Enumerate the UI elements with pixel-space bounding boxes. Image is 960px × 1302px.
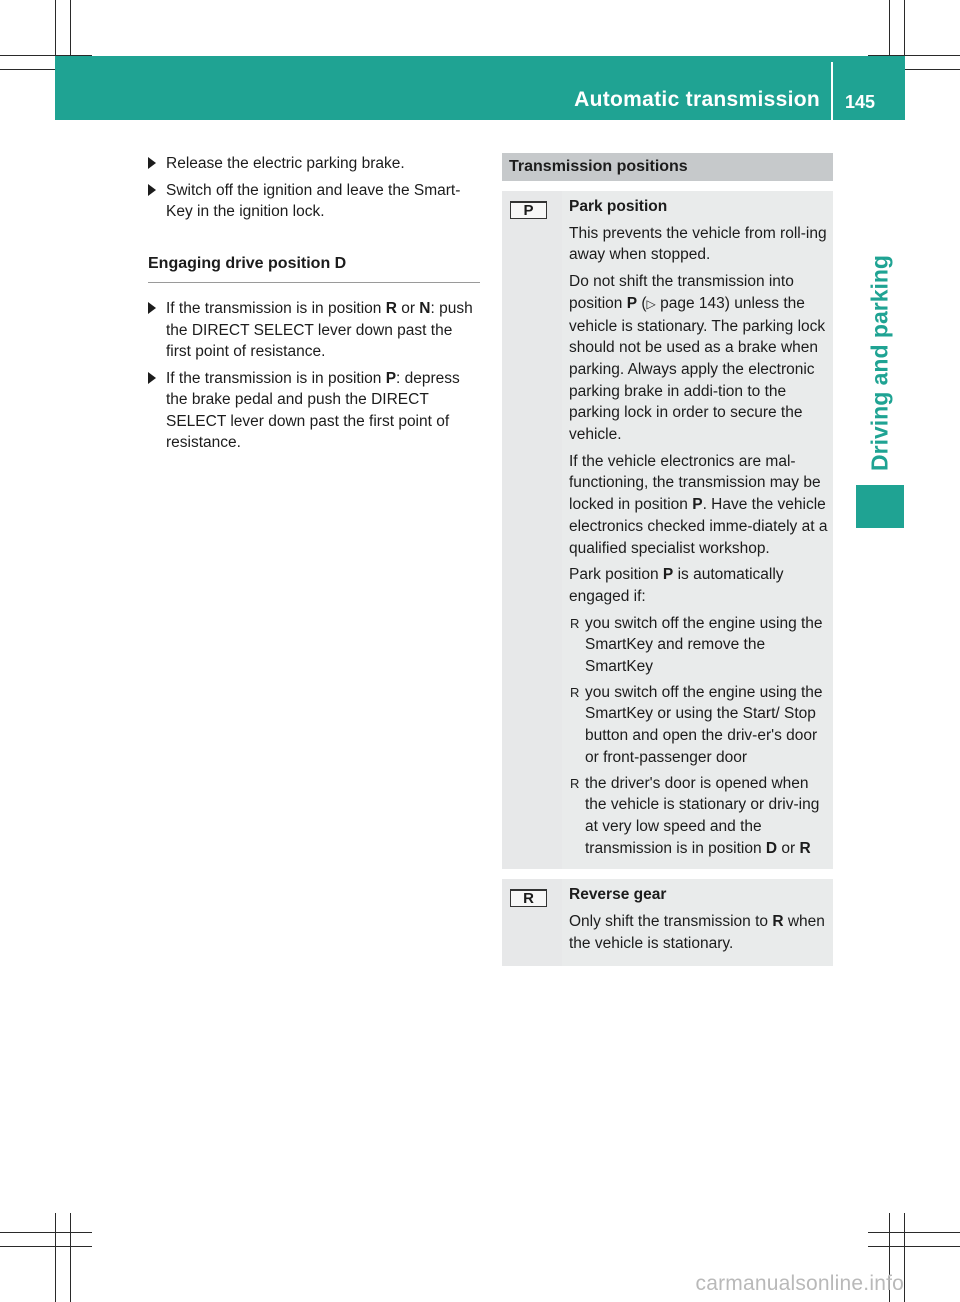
list-item: R the driver's door is opened when the vehicle is stationary or driv-ing at very low speed and the transmission is in position D or R bbox=[570, 774, 820, 857]
symbol-cell bbox=[502, 879, 562, 965]
row-title: Park position bbox=[569, 198, 668, 215]
instruction-step bbox=[148, 153, 480, 175]
watermark: carmanualsonline.info bbox=[695, 1272, 904, 1295]
instruction-step bbox=[148, 298, 480, 363]
description-cell bbox=[562, 879, 833, 965]
row-title: Reverse gear bbox=[569, 886, 667, 904]
transmission-positions-table bbox=[502, 153, 833, 966]
crop-mark bbox=[868, 1232, 960, 1233]
reverse-gear-icon: R bbox=[510, 889, 547, 907]
step-arrow-icon bbox=[148, 184, 156, 196]
table-header: Transmission positions bbox=[502, 153, 833, 181]
page-ref-arrow-icon: ▷ bbox=[646, 296, 656, 311]
table-row-reverse bbox=[502, 879, 833, 965]
bullet-icon: R bbox=[570, 775, 580, 791]
paragraph: If the vehicle electronics are mal-functioning, the transmission may be locked in position P. Have the vehicle electronics checked imme-diately at a qualified specialist workshop. bbox=[569, 452, 828, 557]
instruction-step bbox=[148, 368, 480, 454]
step-text: Switch off the ignition and leave the Smart-Key in the ignition lock. bbox=[166, 181, 461, 220]
paragraph: Only shift the transmission to R when the vehicle is stationary. bbox=[569, 913, 825, 952]
left-column bbox=[148, 153, 480, 459]
chapter-tab-marker bbox=[856, 485, 904, 528]
paragraph: Do not shift the transmission into position P (▷ page 143) unless the vehicle is stationary. The parking lock should not be used as a brake when parking. Always apply the electronic parking brake in addi-tion to the parking lock in order to secure the vehicle. bbox=[569, 273, 826, 444]
crop-mark bbox=[904, 1213, 905, 1302]
table-row-park bbox=[502, 191, 833, 869]
paragraph: This prevents the vehicle from roll-ing away when stopped. bbox=[569, 224, 827, 264]
bullet-icon: R bbox=[570, 684, 580, 700]
section-heading: Engaging drive position D bbox=[148, 253, 480, 284]
step-text: Release the electric parking brake. bbox=[166, 155, 405, 172]
symbol-cell bbox=[502, 191, 562, 869]
crop-mark bbox=[868, 1246, 960, 1247]
crop-mark bbox=[0, 1246, 92, 1247]
paragraph: Park position P is automatically engaged if: bbox=[569, 566, 784, 605]
bullet-icon: R bbox=[570, 615, 580, 631]
description-cell bbox=[562, 191, 833, 869]
crop-mark bbox=[55, 1213, 56, 1302]
step-arrow-icon bbox=[148, 372, 156, 384]
step-arrow-icon bbox=[148, 302, 156, 314]
list-item: R you switch off the engine using the SmartKey and remove the SmartKey bbox=[570, 614, 823, 676]
park-position-icon: P bbox=[510, 201, 547, 219]
instruction-step bbox=[148, 180, 480, 223]
list-item: R you switch off the engine using the SmartKey or using the Start/ Stop button and open the driv-er's door or front-passenger door bbox=[570, 683, 823, 766]
step-text: If the transmission is in position R or N: push the DIRECT SELECT lever down past the first point of resistance. bbox=[166, 300, 473, 360]
step-text: If the transmission is in position P: depress the brake pedal and push the DIRECT SELECT lever down past the first point of resistance. bbox=[166, 369, 460, 451]
section-title: Automatic transmission bbox=[574, 88, 820, 111]
chapter-tab-label: Driving and parking bbox=[866, 255, 893, 471]
crop-mark bbox=[0, 1232, 92, 1233]
header-divider bbox=[831, 62, 833, 120]
crop-mark bbox=[70, 1213, 71, 1302]
chapter-tab bbox=[835, 243, 925, 483]
step-arrow-icon bbox=[148, 157, 156, 169]
page-number: 145 bbox=[845, 92, 876, 112]
